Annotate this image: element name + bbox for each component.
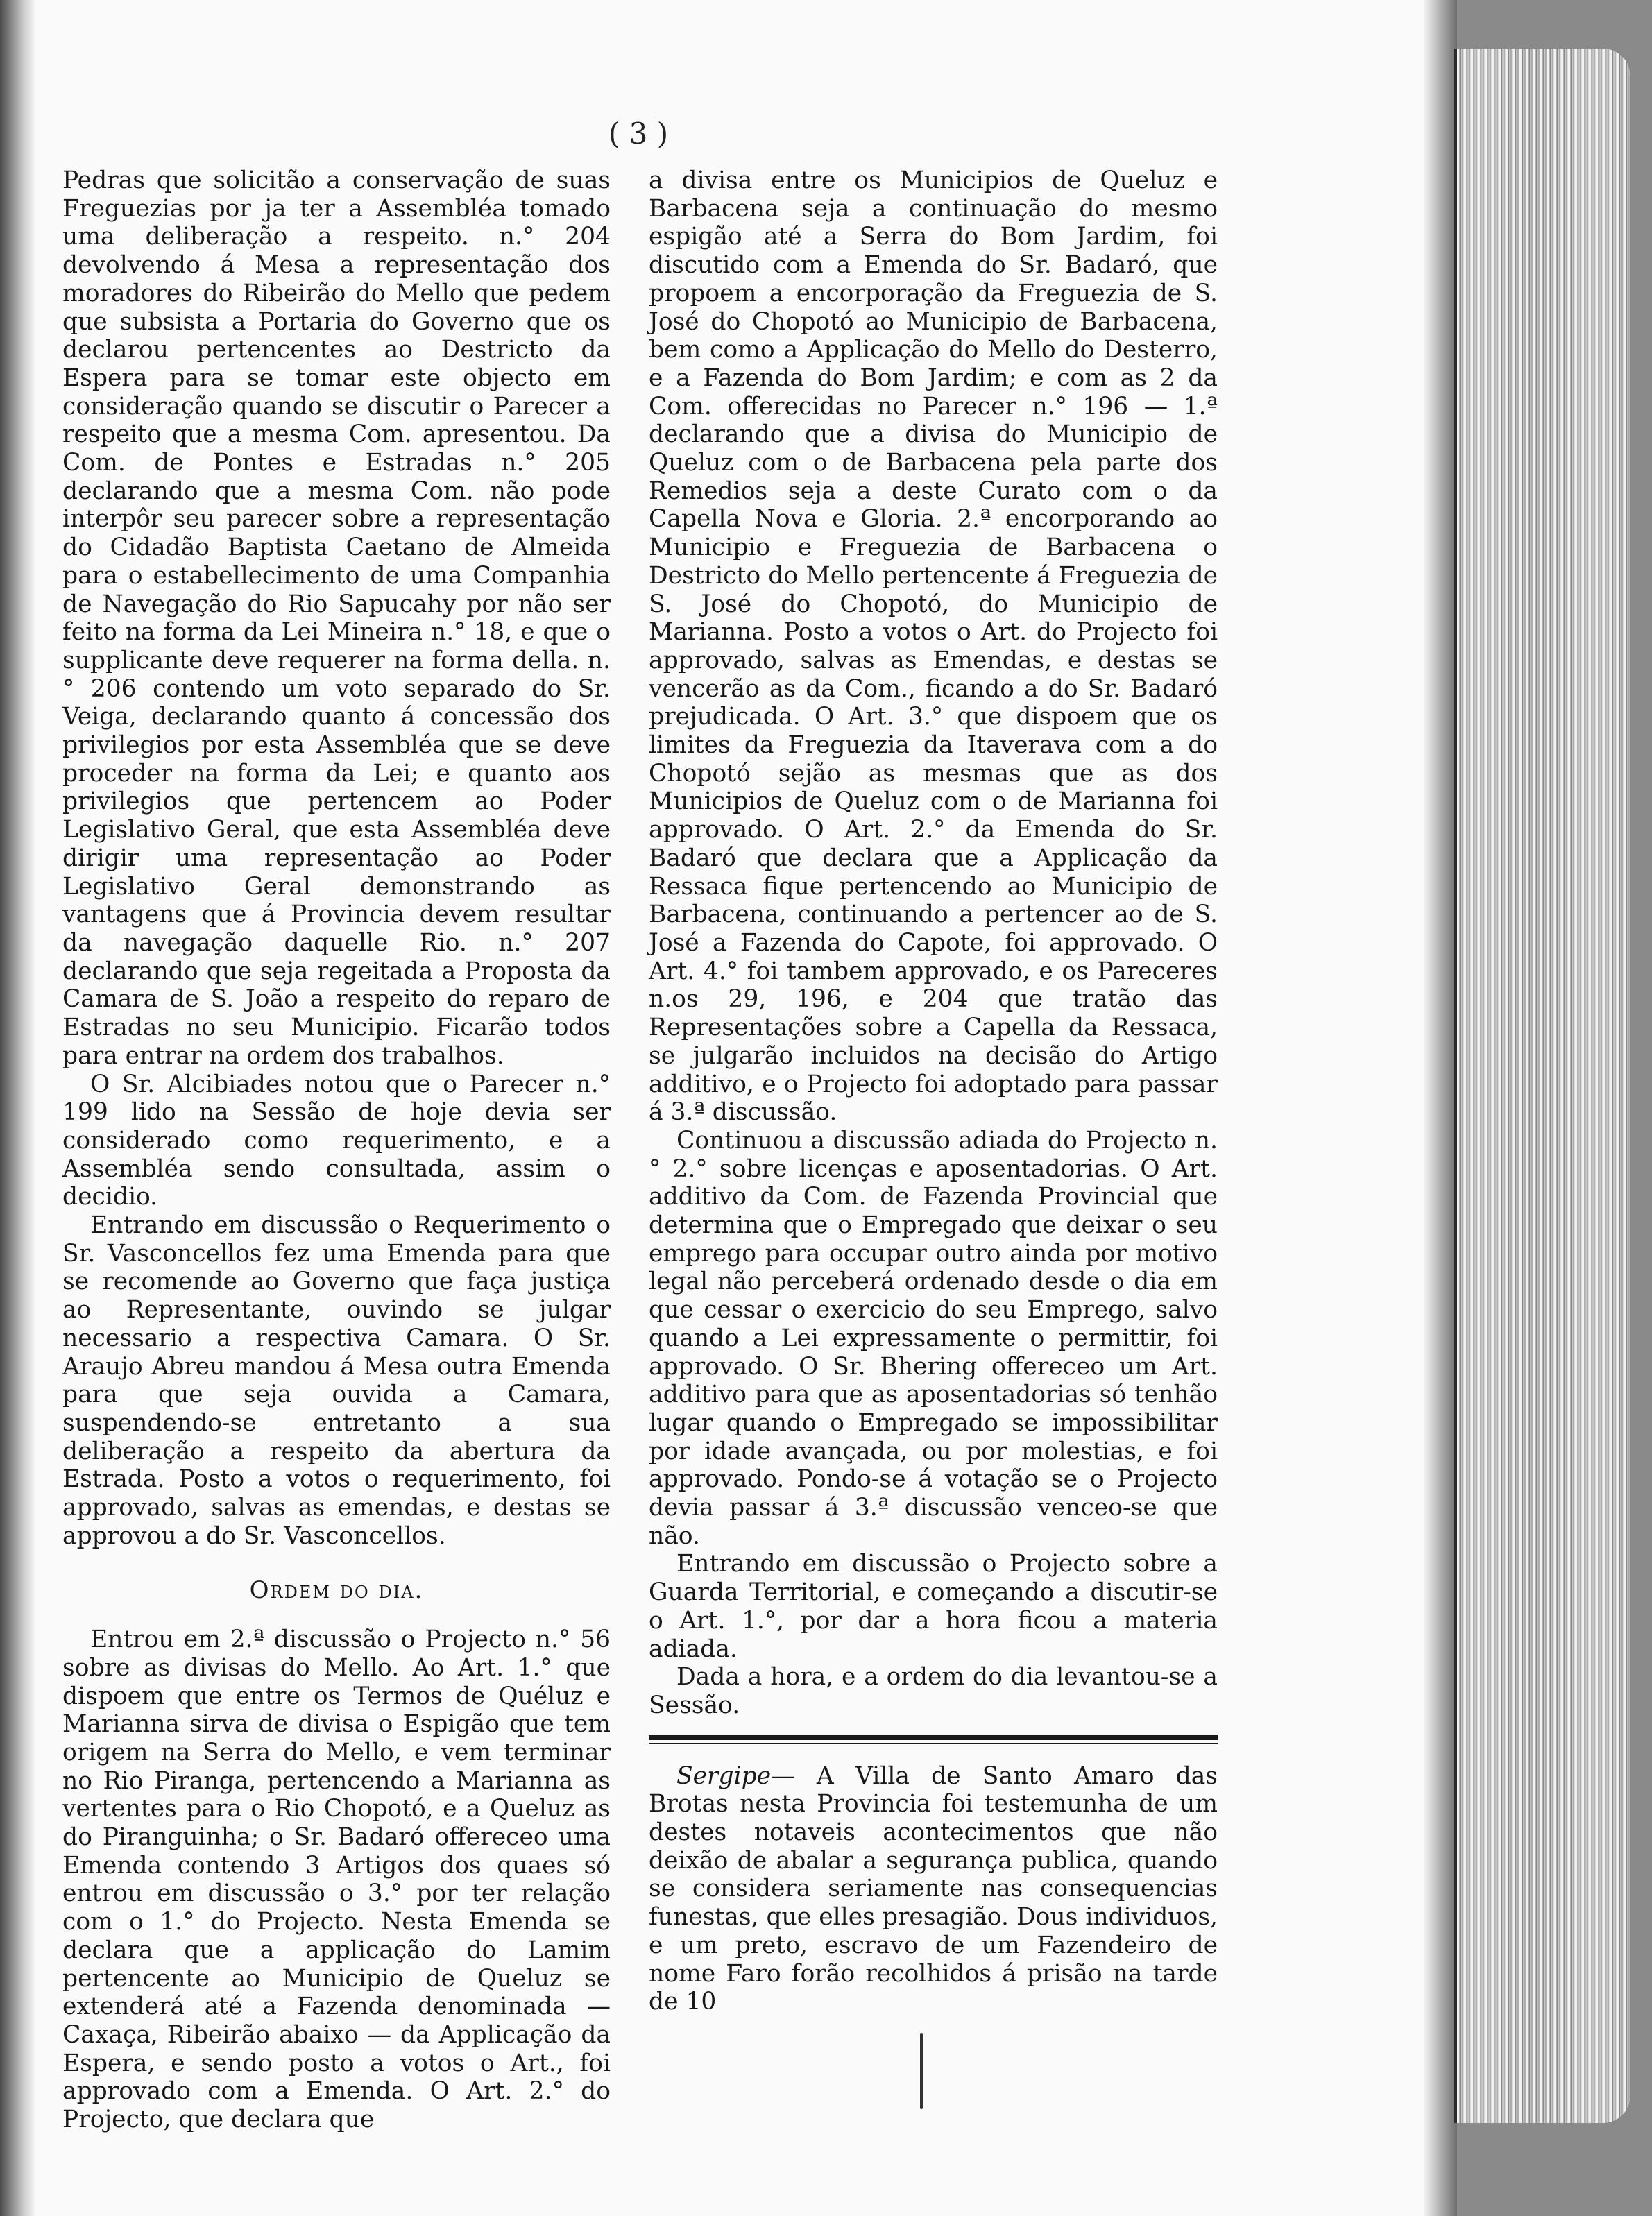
left-column <box>62 167 611 2134</box>
ink-mark <box>920 2033 923 2109</box>
news-text: — A Villa de Santo Amaro das Brotas nesta Provincia foi testemunha de um destes notaveis acontecimentos que não deixão de abalar a segurança publica, quando se considera seriamente nas consequencias funestas, que elles presagião. Dous individuos, e um preto, escravo de um Fazendeiro de nome Faro forão recolhidos á prisão na tarde de 10 <box>649 1762 1218 2016</box>
right-column <box>649 167 1218 2016</box>
stacked-pages <box>1454 49 1630 2123</box>
news-place-label: Sergipe <box>676 1762 772 1790</box>
paragraph: Entrando em discussão o Projecto sobre a Guarda Territorial, e começando a discutir-se o Art. 1.°, por dar a hora ficou a materia adiada. <box>649 1550 1218 1663</box>
news-paragraph <box>649 1762 1218 2016</box>
paragraph: Pedras que solicitão a conservação de suas Freguezias por ja ter a Assembléa tomado uma deliberação a respeito. n.° 204 devolvendo á Mesa a representação dos moradores do Ribeirão do Mello que pedem que subsista a Portaria do Governo que os declarou pertencentes ao Destricto da Espera para se tomar este objecto em consideração quando se discutir o Parecer a respeito que a mesma Com. apresentou. Da Com. de Pontes e Estradas n.° 205 declarando que a mesma Com. não pode interpôr seu parecer sobre a representação do Cidadão Baptista Caetano de Almeida para o estabellecimento de uma Companhia de Navegação do Rio Sapucahy por não ser feito na forma da Lei Mineira n.° 18, e que o supplicante deve requerer na forma della. n.° 206 contendo um voto separado do Sr. Veiga, declarando quanto á concessão dos privilegios por esta Assembléa que se deve proceder na forma da Lei; e quanto aos privilegios que pertencem ao Poder Legislativo Geral, que esta Assembléa deve dirigir uma representação ao Poder Legislativo Geral demonstrando as vantagens que á Provincia devem resultar da navegação daquelle Rio. n.° 207 declarando que seja regeitada a Proposta da Camara de S. João a respeito do reparo de Estradas no seu Municipio. Ficarão todos para entrar na ordem dos trabalhos. <box>62 167 611 1070</box>
paragraph: Continuou a discussão adiada do Projecto n.° 2.° sobre licenças e aposentadorias. O Art. additivo da Com. de Fazenda Provincial que determina que o Empregado que deixar o seu emprego para occupar outro ainda por motivo legal não perceberá ordenado desde o dia em que cessar o exercicio do seu Emprego, salvo quando a Lei expressamente o permittir, foi approvado. O Sr. Bhering offereceo um Art. additivo para que as aposentadorias só tenhão lugar quando o Empregado se impossibilitar por idade avançada, ou por molestias, e foi approvado. Pondo-se á votação se o Projecto devia passar á 3.ª discussão venceo-se que não. <box>649 1126 1218 1550</box>
paragraph: O Sr. Alcibiades notou que o Parecer n.° 199 lido na Sessão de hoje devia ser considerado como requerimento, e a Assembléa sendo consultada, assim o decidio. <box>62 1070 611 1211</box>
page-number: ( 3 ) <box>608 117 669 151</box>
paragraph: Entrando em discussão o Requerimento o Sr. Vasconcellos fez uma Emenda para que se recomende ao Governo que faça justiça ao Representante, ouvindo se julgar necessario a respectiva Camara. O Sr. Araujo Abreu mandou á Mesa outra Emenda para que seja ouvida a Camara, suspendendo-se entretanto a sua deliberação a respeito da abertura da Estrada. Posto a votos o requerimento, foi approvado, salvas as emendas, e destas se approvou a do Sr. Vasconcellos. <box>62 1211 611 1550</box>
paragraph: Dada a hora, e a ordem do dia levantou-se a Sessão. <box>649 1663 1218 1719</box>
section-rule-thin <box>649 1743 1218 1744</box>
page-edge-shadow <box>0 0 35 2216</box>
paragraph: Entrou em 2.ª discussão o Projecto n.° 56 sobre as divisas do Mello. Ao Art. 1.° que dispoem que entre os Termos de Quéluz e Marianna sirva de divisa o Espigão que tem origem na Serra do Mello, e vem terminar no Rio Piranga, pertencendo a Marianna as vertentes para o Rio Chopotó, e a Queluz as do Piranguinha; o Sr. Badaró offereceo uma Emenda contendo 3 Artigos dos quaes só entrou em discussão o 3.° por ter relação com o 1.° do Projecto. Nesta Emenda se declara que a applicação do Lamim pertencente ao Municipio de Queluz se extenderá até a Fazenda denominada — Caxaça, Ribeirão abaixo — da Applicação da Espera, e sendo posto a votos o Art., foi approvado com a Emenda. O Art. 2.° do Projecto, que declara que <box>62 1626 611 2134</box>
section-rule-thick <box>649 1735 1218 1740</box>
page-fold-shadow <box>1424 0 1457 2216</box>
section-heading: Ordem do dia. <box>249 1576 424 1605</box>
paragraph: a divisa entre os Municipios de Queluz e Barbacena seja a continuação do mesmo espigão até a Serra do Bom Jardim, foi discutido com a Emenda do Sr. Badaró, que propoem a encorporação da Freguezia de S. José do Chopotó ao Municipio de Barbacena, bem como a Applicação do Mello do Desterro, e a Fazenda do Bom Jardim; e com as 2 da Com. offerecidas no Parecer n.° 196 — 1.ª declarando que a divisa do Municipio de Queluz com o de Barbacena pela parte dos Remedios seja a deste Curato com o da Capella Nova e Gloria. 2.ª encorporando ao Municipio e Freguezia de Barbacena o Destricto do Mello pertencente á Freguezia de S. José do Chopotó, do Municipio de Marianna. Posto a votos o Art. do Projecto foi approvado, salvas as Emendas, e destas se vencerão as da Com., ficando a do Sr. Badaró prejudicada. O Art. 3.° que dispoem que os limites da Freguezia da Itaverava com a do Chopotó sejão as mesmas que as dos Municipios de Queluz com o de Marianna foi approvado. O Art. 2.° da Emenda do Sr. Badaró que declara que a Applicação da Ressaca fique pertencendo ao Municipio de Barbacena, continuando a pertencer ao de S. José a Fazenda do Capote, foi approvado. O Art. 4.° foi tambem approvado, e os Pareceres n.os 29, 196, e 204 que tratão das Representações sobre a Capella da Ressaca, se julgarão incluidos na decisão do Artigo additivo, e o Projecto foi adoptado para passar á 3.ª discussão. <box>649 167 1218 1127</box>
